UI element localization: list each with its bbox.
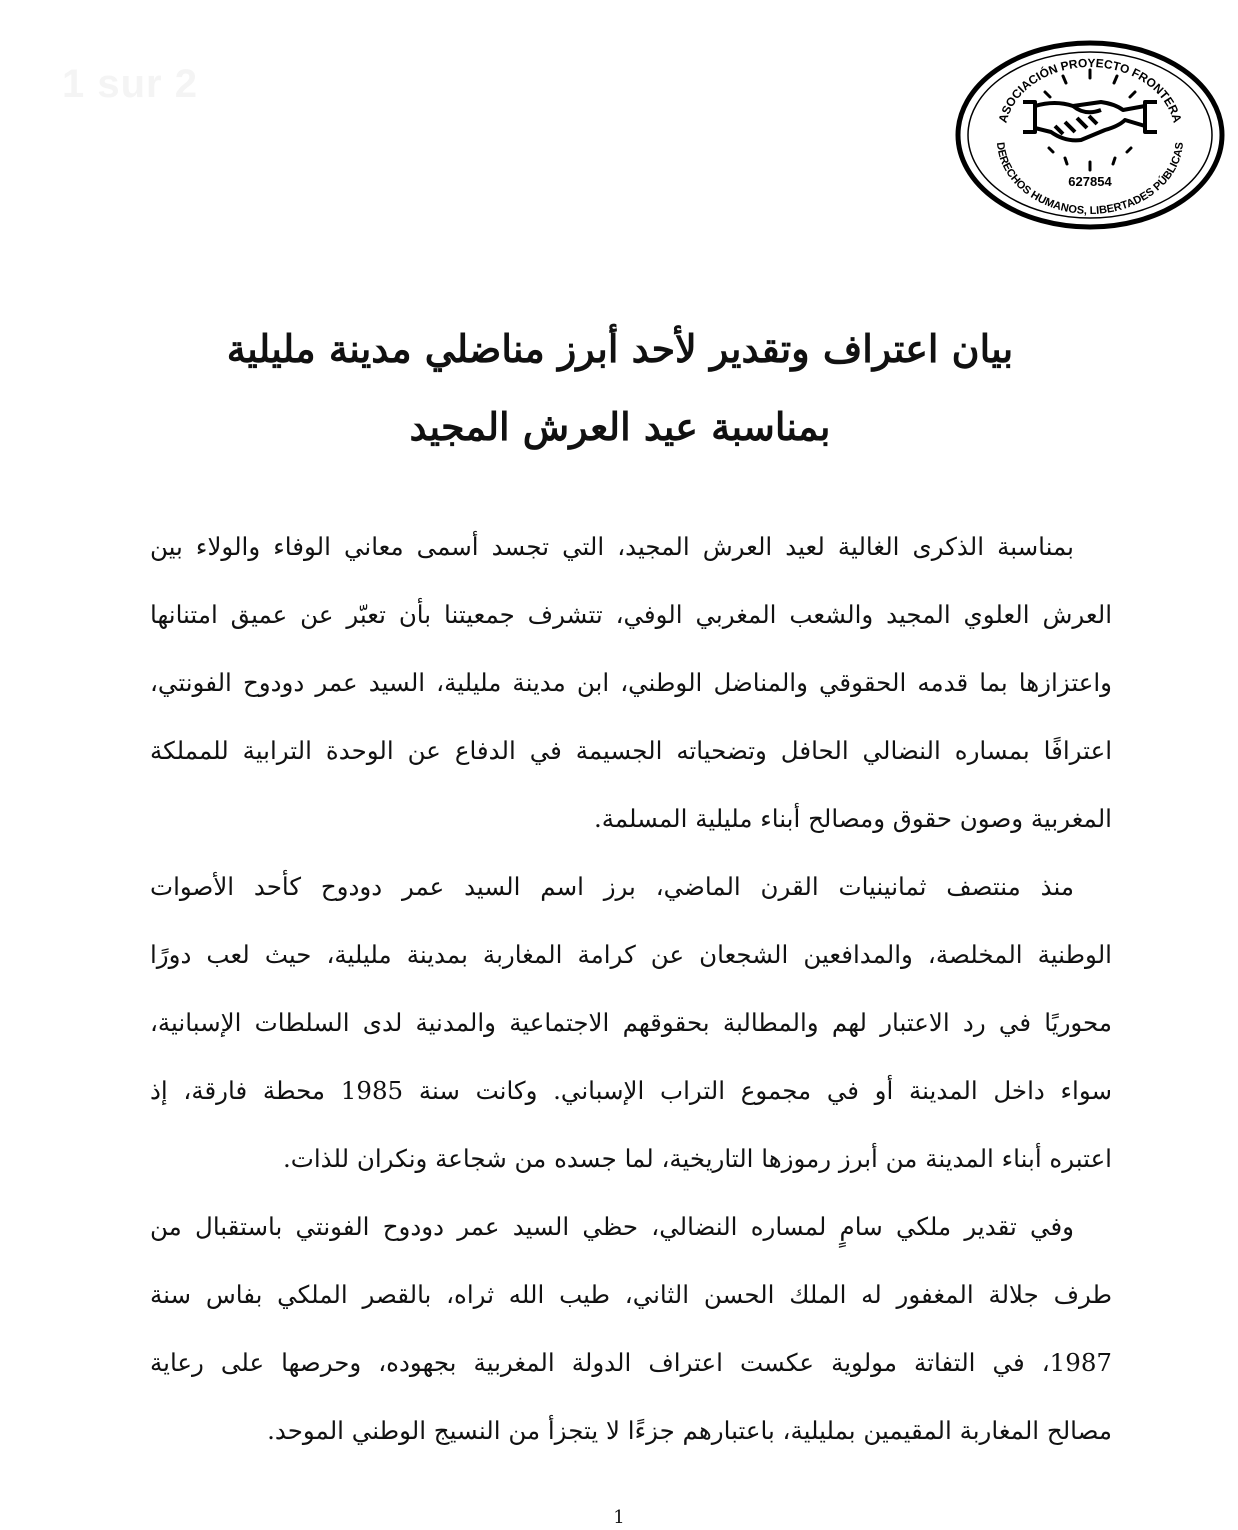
association-logo-seal bbox=[955, 40, 1225, 230]
paragraph bbox=[150, 518, 1112, 858]
title-line: بمناسبة عيد العرش المجيد bbox=[409, 404, 831, 449]
body-text bbox=[150, 518, 1112, 1470]
paragraph-line: المغربية وصون حقوق ومصالح أبناء مليلية المسلمة. bbox=[593, 804, 1112, 833]
paragraph-line: منذ منتصف ثمانينيات القرن الماضي، برز اسم السيد عمر دودوح كأحد الأصوات bbox=[150, 872, 1074, 901]
paragraph-line: اعتبره أبناء المدينة من أبرز رموزها التاريخية، لما جسده من شجاعة ونكران للذات. bbox=[283, 1144, 1112, 1173]
paragraph-line: طرف جلالة المغفور له الملك الحسن الثاني، طيب الله ثراه، بالقصر الملكي بفاس سنة bbox=[150, 1280, 1112, 1309]
logo-top-text: ASOCIACIÓN PROYECTO FRONTERA bbox=[995, 55, 1185, 125]
paragraph-line: محوريًا في رد الاعتبار لهم والمطالبة بحقوقهم الاجتماعية والمدنية لدى السلطات الإسبانية، bbox=[150, 1008, 1112, 1037]
handshake-icon bbox=[1023, 102, 1157, 140]
sun-rays-icon bbox=[1045, 70, 1135, 170]
logo-bottom-text: DERECHOS HUMANOS, LIBERTADES PÚBLICAS bbox=[993, 141, 1187, 218]
paragraph-line: مصالح المغاربة المقيمين بمليلية، باعتبارهم جزءًا لا يتجزأ من النسيج الوطني الموحد. bbox=[267, 1416, 1112, 1445]
paragraph-line: بمناسبة الذكرى الغالية لعيد العرش المجيد، التي تجسد أسمى معاني الوفاء والولاء بين bbox=[150, 532, 1074, 561]
paragraph-line: الوطنية المخلصة، والمدافعين الشجعان عن كرامة المغاربة بمدينة مليلية، حيث لعب دورًا bbox=[150, 940, 1112, 969]
paragraph-line: سواء داخل المدينة أو في مجموع التراب الإسباني. وكانت سنة 1985 محطة فارقة، إذ bbox=[150, 1076, 1112, 1105]
paragraph bbox=[150, 1198, 1112, 1470]
title-line: بيان اعتراف وتقدير لأحد أبرز مناضلي مدينة مليلية bbox=[226, 326, 1014, 371]
page-number: 1 bbox=[613, 1507, 625, 1528]
logo-number: 627854 bbox=[1068, 174, 1112, 189]
svg-text:ASOCIACIÓN PROYECTO FRONTERA bbox=[996, 56, 1185, 125]
paragraph-line: واعتزازها بما قدمه الحقوقي والمناضل الوطني، ابن مدينة مليلية، السيد عمر دودوح الفونتي، bbox=[150, 668, 1112, 697]
paragraph-line: العرش العلوي المجيد والشعب المغربي الوفي، تتشرف جمعيتنا بأن تعبّر عن عميق امتنانها bbox=[150, 600, 1112, 629]
page-counter: 1 sur 2 bbox=[62, 62, 198, 106]
paragraph-line: 1987، في التفاتة مولوية عكست اعتراف الدولة المغربية بجهوده، وحرصها على رعاية bbox=[150, 1348, 1112, 1377]
paragraph-line: وفي تقدير ملكي سامٍ لمساره النضالي، حظي السيد عمر دودوح الفونتي باستقبال من bbox=[150, 1212, 1074, 1241]
paragraph-line: اعترافًا بمساره النضالي الحافل وتضحياته الجسيمة في الدفاع عن الوحدة الترابية للمملكة bbox=[150, 736, 1112, 765]
document-title bbox=[150, 310, 1090, 466]
paragraph bbox=[150, 858, 1112, 1198]
